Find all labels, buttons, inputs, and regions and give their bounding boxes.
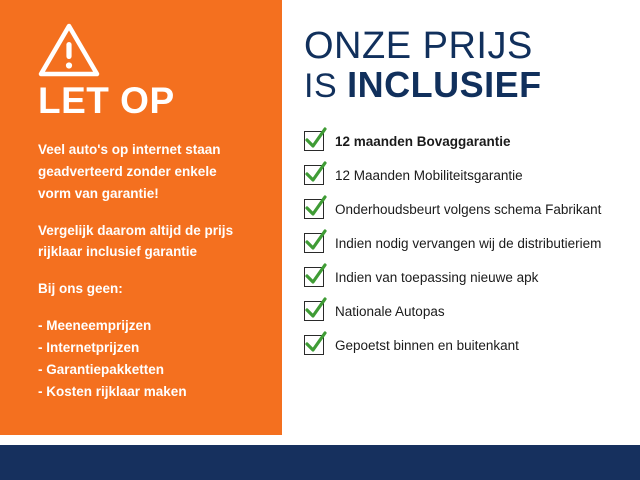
feature-label: Indien nodig vervangen wij de distributieriem (335, 235, 602, 251)
left-paragraph-1 (38, 139, 256, 205)
left-text-line: Veel auto's op internet staan (38, 142, 221, 157)
checkmark-icon (304, 335, 324, 355)
feature-label: Onderhoudsbeurt volgens schema Fabrikant (335, 201, 602, 217)
warning-triangle-exclamation-icon (38, 22, 100, 78)
left-paragraph-2 (38, 220, 256, 264)
left-paragraph-4 (38, 315, 256, 402)
left-warning-panel (0, 0, 282, 435)
list-item (304, 130, 628, 152)
checkmark-icon (304, 131, 324, 151)
headline (304, 26, 628, 104)
navy-footer-strip (0, 445, 640, 480)
left-panel-text (38, 139, 256, 403)
left-text-line: Bij ons geen: (38, 281, 123, 297)
list-item (304, 232, 628, 254)
feature-label: Indien van toepassing nieuwe apk (335, 269, 539, 285)
left-text-line: Vergelijk daarom altijd de prijs (38, 222, 234, 238)
checkmark-icon (304, 165, 324, 185)
checkmark-icon (304, 199, 324, 219)
feature-label: 12 Maanden Mobiliteitsgarantie (335, 167, 523, 183)
headline-line-2-bold: INCLUSIEF (347, 64, 542, 106)
feature-label: Nationale Autopas (335, 303, 445, 319)
checkmark-icon (304, 301, 324, 321)
list-item (304, 198, 628, 220)
left-text-line: - Internetprijzen (38, 340, 140, 356)
checkmark-icon (304, 267, 324, 287)
checkmark-icon (304, 233, 324, 253)
list-item (304, 300, 628, 322)
list-item (304, 334, 628, 356)
feature-label: 12 maanden Bovaggarantie (335, 133, 511, 149)
left-paragraph-3 (38, 278, 256, 300)
feature-label: Gepoetst binnen en buitenkant (335, 337, 519, 353)
left-text-line: - Meeneemprijzen (38, 318, 152, 334)
right-features-panel (282, 0, 640, 435)
list-item (304, 266, 628, 288)
headline-line-1: ONZE PRIJS (304, 25, 533, 67)
headline-line-2 (304, 66, 628, 104)
left-text-line: - Garantiepakketten (38, 361, 165, 377)
left-text-line: - Kosten rijklaar maken (38, 383, 187, 399)
bottom-bar (0, 435, 640, 480)
let-op-title: LET OP (38, 80, 175, 121)
left-text-line: vorm van garantie! (38, 185, 159, 201)
list-item (304, 164, 628, 186)
left-text-line: rijklaar inclusief garantie (38, 244, 198, 260)
left-text-line: geadverteerd zonder enkele (38, 163, 217, 179)
headline-line-2-prefix: IS (304, 67, 348, 106)
feature-list (304, 130, 628, 356)
